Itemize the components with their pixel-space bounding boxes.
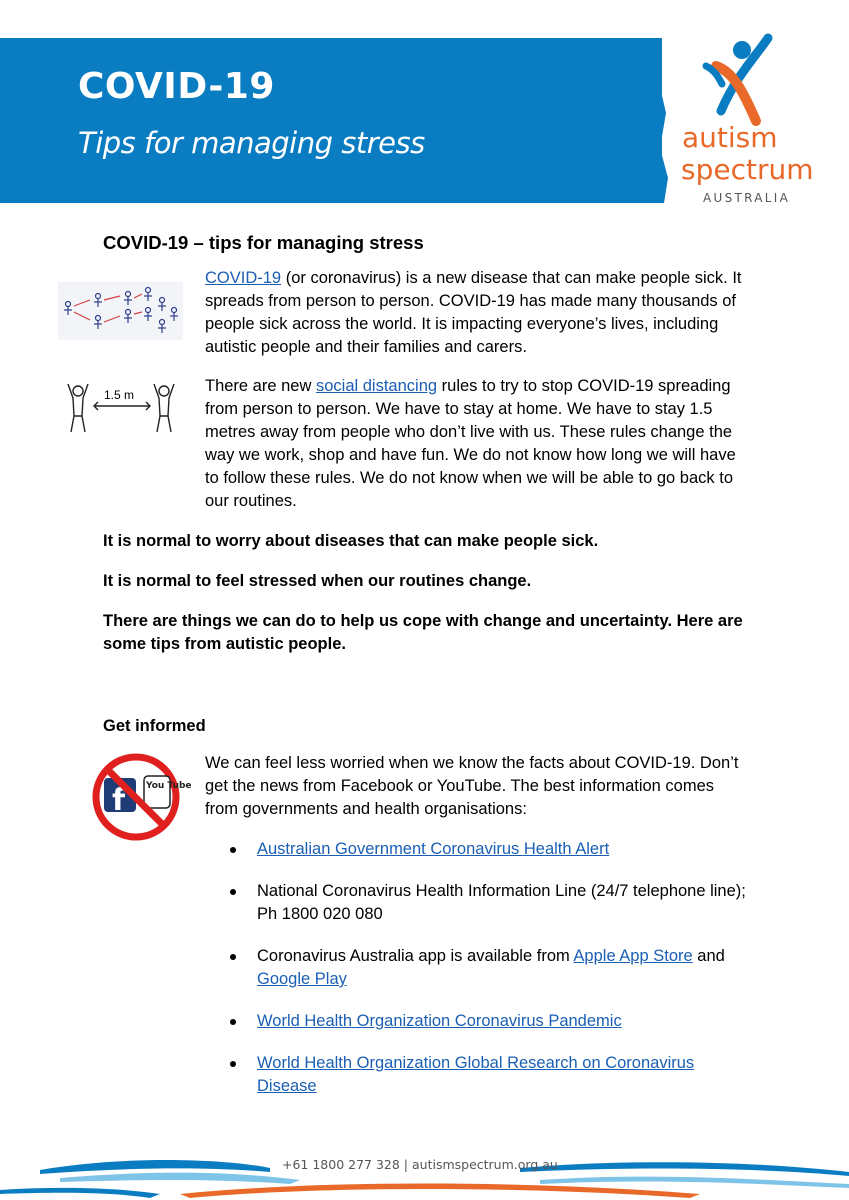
svg-text:f: f bbox=[112, 783, 126, 818]
list-item bbox=[230, 838, 750, 861]
list-item bbox=[230, 1052, 750, 1098]
logo-word-australia: AUSTRALIA bbox=[703, 191, 791, 205]
logo-word-autism: autism bbox=[682, 121, 778, 154]
no-social-media-icon bbox=[90, 752, 192, 842]
who-pandemic-link[interactable]: World Health Organization Coronavirus Pandemic bbox=[257, 1012, 622, 1030]
distancing-text-end: rules to try to stop COVID-19 spreading from person to person. We have to stay at home. We have to stay 1.5 metres away from people who don’t live with us. These rules change the way we work, shop and have fun. We do not know how long we will have to follow these rules. We do not know when we will be able to go back to our routines. bbox=[205, 377, 736, 510]
page-title: COVID-19 bbox=[78, 66, 275, 107]
covid19-link[interactable]: COVID-19 bbox=[205, 269, 282, 287]
virus-spread-people-icon bbox=[58, 282, 183, 340]
list-item bbox=[230, 880, 750, 926]
google-play-link[interactable]: Google Play bbox=[257, 970, 347, 988]
get-informed-paragraph: We can feel less worried when we know the facts about COVID-19. Don’t get the news from Facebook or YouTube. The best information comes from governments and health organisations: bbox=[205, 754, 739, 818]
youtube-logo-text: You Tube bbox=[146, 781, 192, 791]
distancing-text-start: There are new bbox=[205, 377, 316, 395]
resource-list bbox=[230, 838, 750, 1117]
who-research-link[interactable]: World Health Organization Global Research on Coronavirus Disease bbox=[257, 1054, 695, 1095]
logo-word-spectrum: spectrum bbox=[681, 153, 814, 186]
social-distancing-link[interactable]: social distancing bbox=[315, 377, 438, 395]
health-info-line-text: National Coronavirus Health Information Line (24/7 telephone line); Ph 1800 020 080 bbox=[257, 882, 746, 923]
normal-stress-text: It is normal to feel stressed when our routines change. bbox=[103, 572, 532, 590]
gov-health-alert-link[interactable]: Australian Government Coronavirus Health Alert bbox=[257, 840, 610, 858]
app-text-start: Coronavirus Australia app is available from bbox=[257, 947, 574, 965]
list-item bbox=[230, 945, 750, 991]
app-text-mid: and bbox=[692, 947, 725, 965]
apple-app-store-link[interactable]: Apple App Store bbox=[573, 947, 693, 965]
intro-paragraph-text: (or coronavirus) is a new disease that can make people sick. It spreads from person to person. COVID-19 has made many thousands of people sick across the world. It is impacting everyone’s lives, including autistic people and their families and carers. bbox=[205, 269, 742, 356]
footer-contact: +61 1800 277 328 | autismspectrum.org.au bbox=[282, 1157, 558, 1172]
list-item bbox=[230, 1010, 750, 1033]
page-subtitle: Tips for managing stress bbox=[78, 126, 425, 160]
coping-tips-text: There are things we can do to help us cope with change and uncertainty. Here are some tips from autistic people. bbox=[103, 612, 743, 653]
normal-worry-text: It is normal to worry about diseases that can make people sick. bbox=[103, 532, 599, 550]
distancing-paragraph bbox=[205, 375, 745, 513]
section-title: COVID-19 – tips for managing stress bbox=[103, 232, 424, 253]
distance-label: 1.5 m bbox=[104, 388, 135, 402]
intro-paragraph bbox=[205, 267, 745, 359]
header-band bbox=[0, 38, 662, 203]
get-informed-heading: Get informed bbox=[103, 717, 206, 735]
